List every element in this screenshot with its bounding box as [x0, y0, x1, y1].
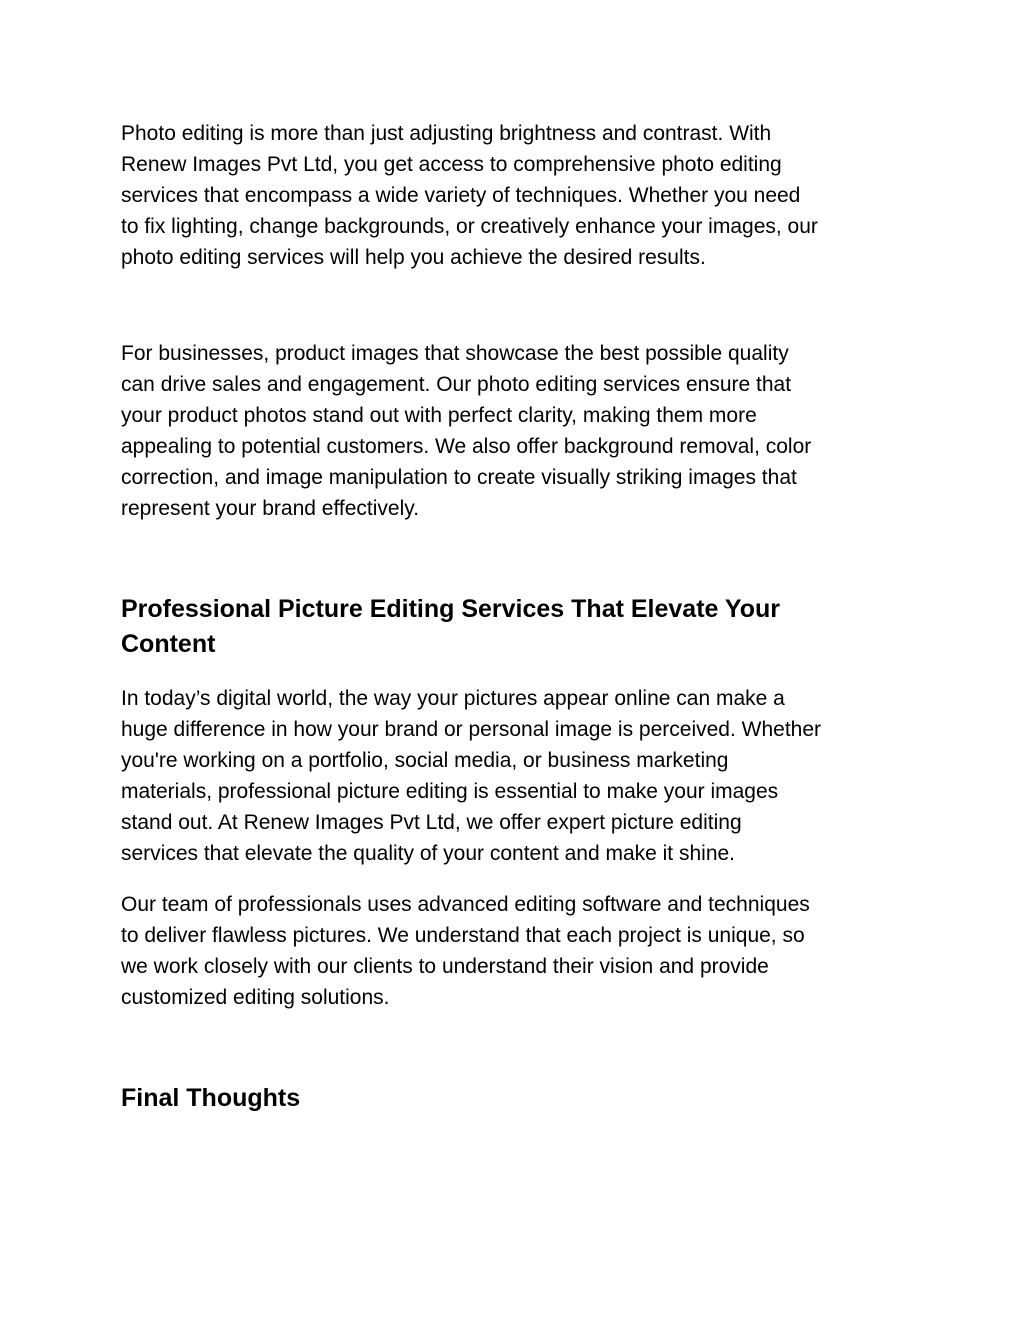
paragraph-line: can drive sales and engagement. Our photo editing services ensure that	[121, 373, 792, 396]
paragraph-line: Our team of professionals uses advanced editing software and techniques	[121, 893, 810, 916]
paragraph-line: Renew Images Pvt Ltd, you get access to comprehensive photo editing	[121, 153, 782, 176]
paragraph-line: photo editing services will help you achieve the desired results.	[121, 246, 706, 269]
paragraph-line: customized editing solutions.	[121, 986, 390, 1009]
heading-line: Content	[121, 630, 216, 658]
paragraph-line: For businesses, product images that showcase the best possible quality	[121, 342, 789, 365]
section-heading-professional-editing	[121, 592, 921, 662]
paragraph-line: huge difference in how your brand or personal image is perceived. Whether	[121, 718, 822, 741]
paragraph-line: In today’s digital world, the way your pictures appear online can make a	[121, 687, 785, 710]
digital-world-paragraph	[121, 683, 921, 869]
paragraph-line: you're working on a portfolio, social media, or business marketing	[121, 749, 729, 772]
team-paragraph	[121, 889, 921, 1013]
paragraph-line: services that encompass a wide variety of techniques. Whether you need	[121, 184, 801, 207]
intro-paragraph	[121, 118, 921, 273]
section-heading-final-thoughts	[121, 1081, 921, 1116]
paragraph-line: stand out. At Renew Images Pvt Ltd, we offer expert picture editing	[121, 811, 742, 834]
paragraph-line: your product photos stand out with perfect clarity, making them more	[121, 404, 757, 427]
paragraph-line: we work closely with our clients to understand their vision and provide	[121, 955, 769, 978]
heading-line: Professional Picture Editing Services That Elevate Your	[121, 595, 781, 623]
heading-line: Final Thoughts	[121, 1084, 301, 1112]
paragraph-line: to fix lighting, change backgrounds, or creatively enhance your images, our	[121, 215, 818, 238]
paragraph-line: materials, professional picture editing is essential to make your images	[121, 780, 779, 803]
paragraph-line: to deliver flawless pictures. We understand that each project is unique, so	[121, 924, 805, 947]
paragraph-line: correction, and image manipulation to create visually striking images that	[121, 466, 797, 489]
business-paragraph	[121, 338, 921, 524]
paragraph-line: appealing to potential customers. We also offer background removal, color	[121, 435, 812, 458]
paragraph-line: represent your brand effectively.	[121, 497, 420, 520]
paragraph-line: services that elevate the quality of your content and make it shine.	[121, 842, 736, 865]
paragraph-line: Photo editing is more than just adjusting brightness and contrast. With	[121, 122, 772, 145]
